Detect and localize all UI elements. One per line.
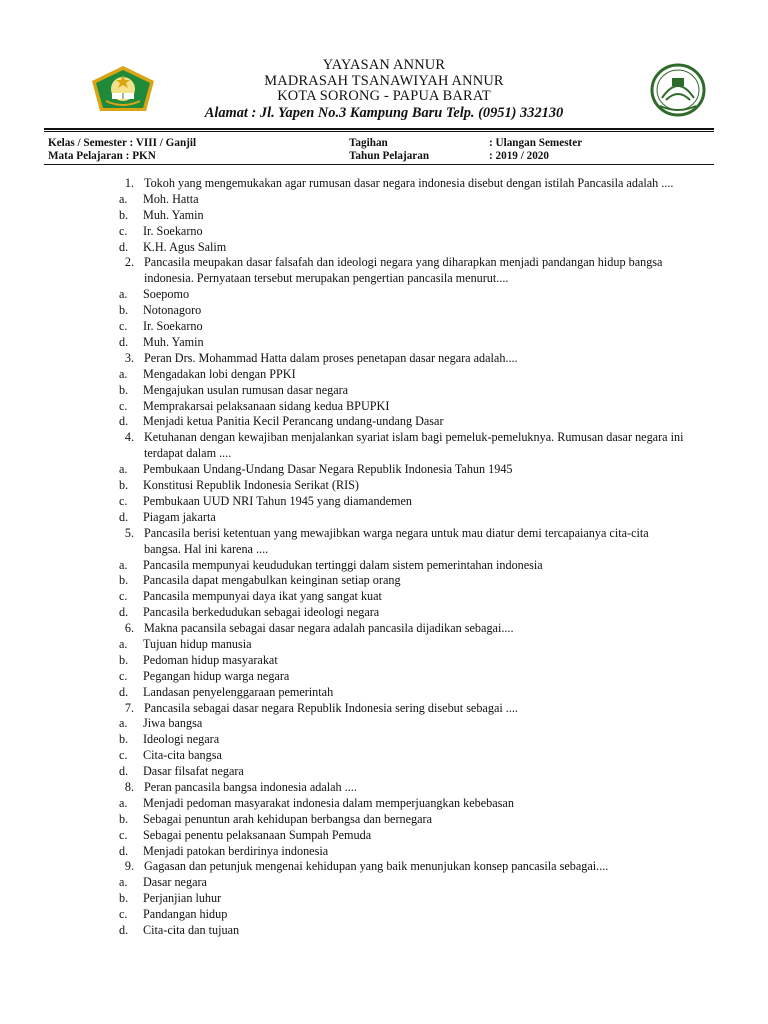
option-letter: b.: [119, 207, 129, 222]
option-letter: b.: [119, 478, 129, 493]
option-text: Menjadi ketua Panitia Kecil Perancang undang-undang Dasar: [143, 414, 444, 429]
option-text: Pegangan hidup warga negara: [143, 668, 290, 683]
option-text: Pancasila berkedudukan sebagai ideologi negara: [143, 605, 380, 620]
option-text: Mengadakan lobi dengan PPKI: [143, 366, 296, 381]
option-text: K.H. Agus Salim: [143, 239, 227, 254]
option-letter: b.: [119, 652, 129, 667]
option-text: Memprakarsai pelaksanaan sidang kedua BPUPKI: [143, 398, 390, 413]
question-number: 7.: [124, 700, 134, 715]
school-address: Alamat : Jl. Yapen No.3 Kampung Baru Telp. (0951) 332130: [204, 104, 564, 121]
option-text: Dasar negara: [143, 875, 207, 890]
question-text: Peran Drs. Mohammad Hatta dalam proses penetapan dasar negara adalah....: [144, 350, 518, 365]
option-letter: c.: [119, 493, 128, 508]
answer-option: [0, 637, 768, 653]
option-letter: b.: [119, 303, 129, 318]
question-2: [0, 255, 768, 350]
answer-option: [0, 748, 768, 764]
question-7: [0, 701, 768, 780]
option-letter: a.: [119, 366, 128, 381]
answer-option: [0, 287, 768, 303]
option-letter: d.: [119, 605, 129, 620]
info-divider: [44, 164, 714, 165]
school-year-label: Tahun Pelajaran: [349, 149, 430, 162]
school-year-value: : 2019 / 2020: [489, 149, 549, 162]
option-text: Pancasila mempunyai keududukan tertinggi dalam sistem pemerintahan indonesia: [143, 557, 543, 572]
answer-option: [0, 764, 768, 780]
info-row-1: [48, 137, 708, 150]
question-number: 1.: [124, 176, 134, 190]
question-1: [0, 176, 768, 255]
tagihan-value: : Ulangan Semester: [489, 137, 583, 149]
option-letter: d.: [119, 239, 129, 254]
option-text: Cita-cita dan tujuan: [143, 923, 240, 938]
option-text: Sebagai penentu pelaksanaan Sumpah Pemuda: [143, 827, 372, 842]
option-letter: a.: [119, 636, 128, 651]
option-text: Moh. Hatta: [143, 191, 199, 206]
header-divider-thick: [44, 128, 714, 130]
subject: Mata Pelajaran : PKN: [48, 149, 156, 162]
option-text: Pancasila dapat mengabulkan keinginan setiap orang: [143, 573, 401, 588]
answer-option: [0, 494, 768, 510]
option-text: Pedoman hidup masyarakat: [143, 652, 278, 667]
foundation-name: YAYASAN ANNUR: [322, 57, 446, 73]
question-list: [0, 176, 768, 939]
option-text: Menjadi patokan berdirinya indonesia: [143, 843, 329, 858]
answer-option: [0, 907, 768, 923]
option-letter: c.: [119, 398, 128, 413]
option-text: Perjanjian luhur: [143, 891, 222, 906]
answer-option: [0, 399, 768, 415]
option-text: Landasan penyelenggaraan pemerintah: [143, 684, 334, 699]
answer-option: [0, 335, 768, 351]
option-letter: a.: [119, 287, 128, 302]
answer-option: [0, 589, 768, 605]
option-letter: c.: [119, 223, 128, 238]
option-text: Dasar filsafat negara: [143, 764, 244, 779]
option-text: Ir. Soekarno: [143, 223, 203, 238]
option-text: Menjadi pedoman masyarakat indonesia dalam memperjuangkan kebebasan: [143, 795, 514, 810]
option-text: Ir. Soekarno: [143, 319, 203, 334]
question-text: Makna pacansila sebagai dasar negara adalah pancasila dijadikan sebagai....: [144, 621, 514, 636]
answer-option: [0, 478, 768, 494]
info-row-2: [48, 150, 708, 163]
option-text: Muh. Yamin: [143, 334, 204, 349]
option-letter: c.: [119, 668, 128, 683]
question-number: 2.: [124, 255, 134, 270]
option-letter: c.: [119, 319, 128, 334]
question-number: 8.: [124, 780, 134, 794]
answer-option: [0, 414, 768, 430]
question-6: [0, 621, 768, 700]
option-letter: d.: [119, 843, 129, 858]
answer-option: [0, 923, 768, 939]
option-letter: b.: [119, 382, 129, 397]
answer-option: [0, 732, 768, 748]
answer-option: [0, 573, 768, 589]
option-letter: d.: [119, 923, 129, 938]
option-letter: a.: [119, 875, 128, 890]
option-letter: b.: [119, 732, 129, 747]
answer-option: [0, 891, 768, 907]
option-letter: d.: [119, 764, 129, 779]
option-letter: d.: [119, 414, 129, 429]
question-number: 4.: [124, 430, 134, 445]
answer-option: [0, 812, 768, 828]
option-text: Pancasila mempunyai daya ikat yang sangat kuat: [143, 589, 382, 604]
question-9: [0, 859, 768, 938]
option-text: Ideologi negara: [143, 732, 220, 747]
option-text: Konstitusi Republik Indonesia Serikat (RIS): [143, 478, 359, 493]
option-text: Tujuan hidup manusia: [143, 636, 252, 651]
option-letter: c.: [119, 589, 128, 604]
answer-option: [0, 224, 768, 240]
option-letter: a.: [119, 795, 128, 810]
answer-option: [0, 875, 768, 891]
answer-option: [0, 462, 768, 478]
answer-option: [0, 240, 768, 256]
header-divider-thin: [44, 131, 714, 132]
answer-option: [0, 303, 768, 319]
option-letter: d.: [119, 509, 129, 524]
option-letter: d.: [119, 334, 129, 349]
question-3: [0, 351, 768, 430]
option-text: Pembukaan Undang-Undang Dasar Negara Republik Indonesia Tahun 1945: [143, 462, 513, 477]
option-letter: c.: [119, 748, 128, 763]
answer-option: [0, 828, 768, 844]
question-text: Tokoh yang mengemukakan agar rumusan dasar negara indonesia disebut dengan istilah Pancasila adalah ....: [144, 176, 674, 190]
option-letter: c.: [119, 907, 128, 922]
answer-option: [0, 319, 768, 335]
option-letter: a.: [119, 557, 128, 572]
answer-option: [0, 558, 768, 574]
answer-option: [0, 605, 768, 621]
question-text: Peran pancasila bangsa indonesia adalah ....: [144, 780, 357, 794]
question-text: Pancasila berisi ketentuan yang mewajibkan warga negara untuk mau diatur demi tercapaianya cita-cita bangsa. Hal ini karena ....: [144, 525, 649, 556]
question-text: Pancasila meupakan dasar falsafah dan ideologi negara yang diharapkan menjadi pandangan hidup bangsa indonesia. Pernyataan tersebut merupakan pengertian pancasila menurut....: [144, 255, 663, 286]
option-text: Piagam jakarta: [143, 509, 216, 524]
answer-option: [0, 685, 768, 701]
option-text: Soepomo: [143, 287, 190, 302]
option-letter: d.: [119, 684, 129, 699]
school-city: KOTA SORONG - PAPUA BARAT: [277, 88, 491, 104]
question-text: Gagasan dan petunjuk mengenai kehidupan yang baik menunjukan konsep pancasila sebagai....: [144, 859, 609, 874]
option-text: Cita-cita bangsa: [143, 748, 222, 763]
option-text: Sebagai penuntun arah kehidupan berbangsa dan bernegara: [143, 811, 432, 826]
school-name: MADRASAH TSANAWIYAH ANNUR: [264, 72, 504, 89]
option-letter: b.: [119, 811, 129, 826]
answer-option: [0, 192, 768, 208]
option-text: Notonagoro: [143, 303, 202, 318]
answer-option: [0, 208, 768, 224]
option-text: Muh. Yamin: [143, 207, 204, 222]
option-letter: a.: [119, 191, 128, 206]
option-letter: c.: [119, 827, 128, 842]
question-number: 9.: [124, 859, 134, 874]
question-4: [0, 430, 768, 525]
answer-option: [0, 367, 768, 383]
question-number: 6.: [124, 621, 134, 636]
answer-option: [0, 510, 768, 526]
answer-option: [0, 383, 768, 399]
option-letter: a.: [119, 716, 128, 731]
question-number: 5.: [124, 525, 134, 540]
question-5: [0, 526, 768, 621]
tagihan-label: Tagihan: [349, 137, 388, 149]
question-8: [0, 780, 768, 859]
class-semester: Kelas / Semester : VIII / Ganjil: [48, 137, 197, 149]
option-text: Mengajukan usulan rumusan dasar negara: [143, 382, 349, 397]
question-text: Ketuhanan dengan kewajiban menjalankan syariat islam bagi pemeluk-pemeluknya. Rumusan dasar negara ini terdapat dalam ....: [144, 430, 684, 461]
answer-option: [0, 844, 768, 860]
exam-info-block: [48, 137, 708, 162]
option-text: Jiwa bangsa: [143, 716, 203, 731]
answer-option: [0, 669, 768, 685]
option-letter: b.: [119, 573, 129, 588]
question-number: 3.: [124, 350, 134, 365]
option-text: Pandangan hidup: [143, 907, 228, 922]
question-text: Pancasila sebagai dasar negara Republik Indonesia sering disebut sebagai ....: [144, 700, 518, 715]
option-letter: b.: [119, 891, 129, 906]
option-letter: a.: [119, 462, 128, 477]
answer-option: [0, 653, 768, 669]
answer-option: [0, 716, 768, 732]
answer-option: [0, 796, 768, 812]
option-text: Pembukaan UUD NRI Tahun 1945 yang diamandemen: [143, 493, 413, 508]
school-letterhead: [0, 58, 768, 121]
